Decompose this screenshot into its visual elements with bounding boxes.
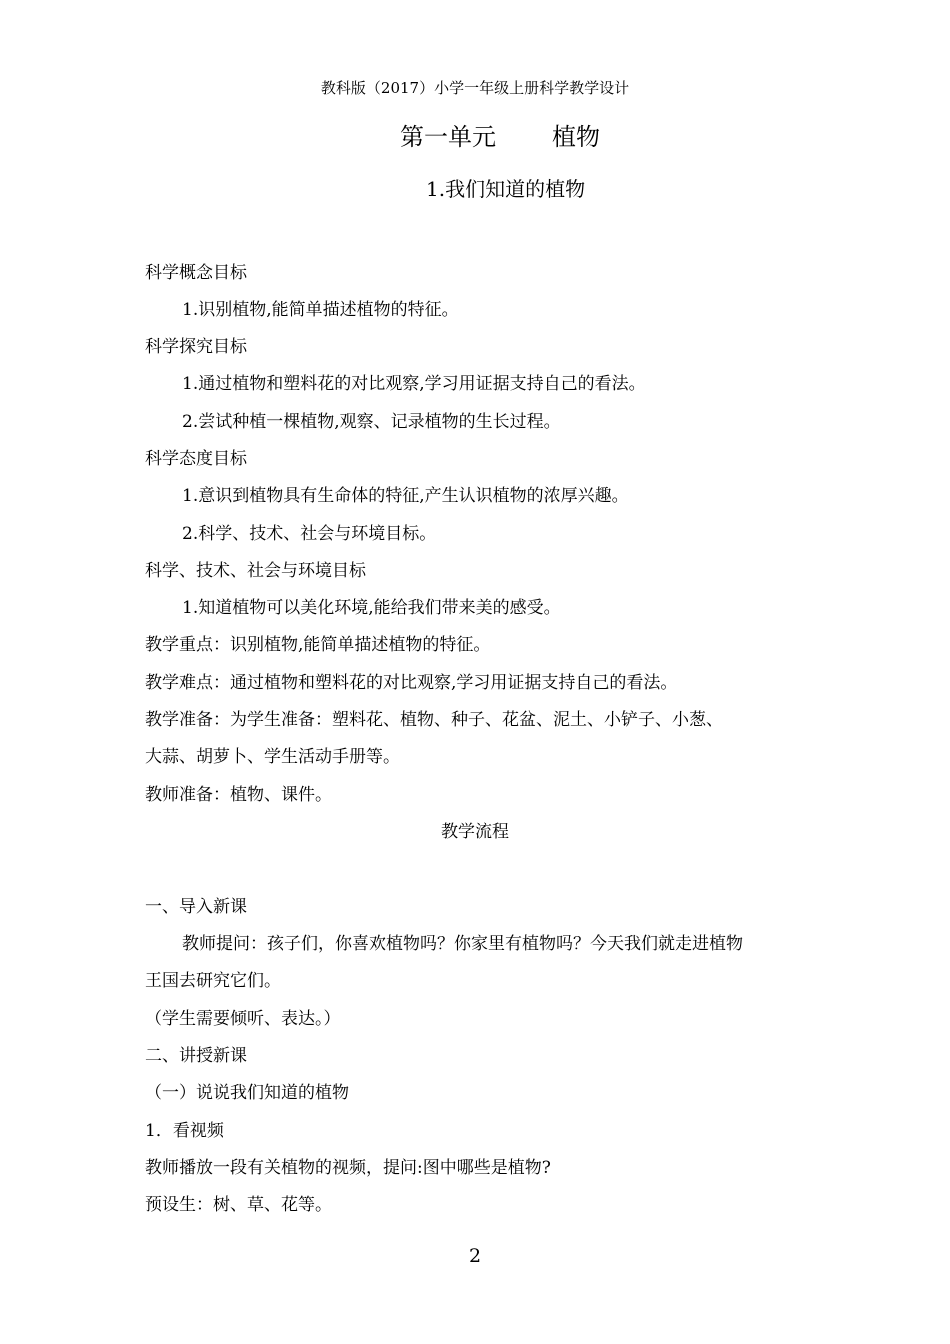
inquiry-item-2: 2.尝试种植一棵植物,观察、记录植物的生长过程。 bbox=[182, 412, 561, 432]
lesson-title: 1.我们知道的植物 bbox=[426, 177, 586, 201]
key-point: 教学重点：识别植物,能简单描述植物的特征。 bbox=[145, 635, 491, 655]
unit-name: 植物 bbox=[552, 123, 600, 151]
teacher-preparation: 教师准备：植物、课件。 bbox=[145, 785, 332, 805]
concept-heading: 科学概念目标 bbox=[145, 263, 247, 283]
subsection-heading: （一）说说我们知道的植物 bbox=[145, 1083, 349, 1103]
unit-label: 第一单元 bbox=[400, 123, 496, 151]
attitude-item-1: 1.意识到植物具有生命体的特征,产生认识植物的浓厚兴趣。 bbox=[182, 486, 629, 506]
sts-heading: 科学、技术、社会与环境目标 bbox=[145, 561, 366, 581]
process-heading: 教学流程 bbox=[441, 822, 509, 842]
sts-item-1: 1.知道植物可以美化环境,能给我们带来美的感受。 bbox=[182, 598, 561, 618]
preparation-line-2: 大蒜、胡萝卜、学生活动手册等。 bbox=[145, 747, 400, 767]
concept-item-1: 1.识别植物,能简单描述植物的特征。 bbox=[182, 300, 459, 320]
preset-answer: 预设生：树、草、花等。 bbox=[145, 1195, 332, 1215]
attitude-heading: 科学态度目标 bbox=[145, 449, 247, 469]
section-teaching-heading: 二、讲授新课 bbox=[145, 1046, 247, 1066]
unit-title bbox=[400, 122, 600, 152]
intro-text-line-1: 教师提问：孩子们，你喜欢植物吗？你家里有植物吗？今天我们就走进植物 bbox=[182, 934, 743, 954]
section-intro-heading: 一、导入新课 bbox=[145, 897, 247, 917]
step-heading: 1．看视频 bbox=[145, 1121, 224, 1141]
video-text: 教师播放一段有关植物的视频，提问:图中哪些是植物? bbox=[145, 1158, 551, 1178]
inquiry-heading: 科学探究目标 bbox=[145, 337, 247, 357]
intro-note: （学生需要倾听、表达。） bbox=[145, 1009, 341, 1029]
inquiry-item-1: 1.通过植物和塑料花的对比观察,学习用证据支持自己的看法。 bbox=[182, 374, 646, 394]
intro-text-line-2: 王国去研究它们。 bbox=[145, 971, 281, 991]
difficulty: 教学难点：通过植物和塑料花的对比观察,学习用证据支持自己的看法。 bbox=[145, 673, 678, 693]
preparation-line-1: 教学准备：为学生准备：塑料花、植物、种子、花盆、泥土、小铲子、小葱、 bbox=[145, 710, 723, 730]
running-header: 教科版（2017）小学一年级上册科学教学设计 bbox=[320, 79, 630, 97]
attitude-item-2: 2.科学、技术、社会与环境目标。 bbox=[182, 524, 437, 544]
page-number: 2 bbox=[468, 1245, 482, 1267]
